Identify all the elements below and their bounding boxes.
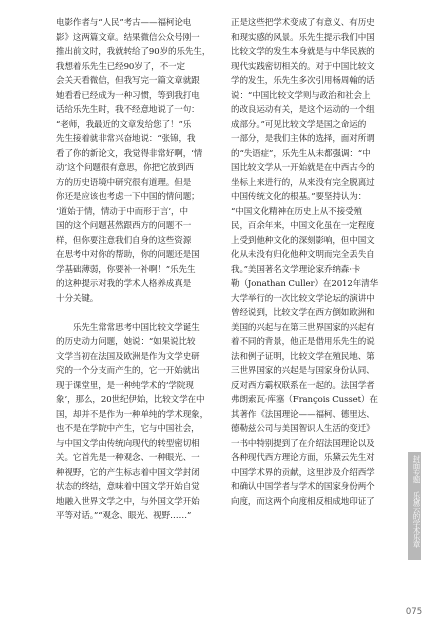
text-line: 成部分。”可见比较文学是国之命运的 (231, 119, 367, 130)
text-line: 推出前文时，我就转给了90岁的乐先生， (56, 47, 211, 57)
text-line: 大学举行的一次比较文学论坛的演讲中 (231, 293, 375, 304)
text-line: 的历史动力问题，她说：“如果说比较 (56, 337, 196, 347)
text-line: 我想着乐先生已经90岁了，不一定 (56, 61, 185, 72)
text-line: 关。它首先是一种观念、一种眼光、一 (56, 453, 200, 463)
text-line: 的“失语症”，乐先生从未都强调：“中 (231, 148, 371, 159)
text-line: 反对西方霸权联系在一起的。法国学者 (231, 380, 375, 391)
text-line: 十分关键。 (56, 293, 99, 304)
text-line: 电影作者与“人民”考古——福柯论电 (56, 18, 192, 28)
right-text-column (231, 16, 401, 509)
text-line: 现于课堂里，是一种纯学术的‘学院现 (56, 380, 194, 391)
text-line: 民，百余年来，中国文化虽在一定程度 (231, 221, 375, 231)
text-line: 中国学术界的贡献，这里涉及介绍西学 (231, 467, 375, 478)
text-line: 动’这个问题很有意思，你把它放到西 (56, 163, 194, 173)
text-line: 学的发生，乐先生多次引用杨周翰的话 (231, 76, 375, 86)
text-line: 说：“中国比较文学则与政治和社会上 (231, 90, 371, 101)
text-line: 种视野，它的产生标志着中国文学封闭 (56, 467, 200, 478)
text-line: 乐先生常常思考中国比较文学诞生 (56, 322, 200, 333)
text-line: 国比较文学从一开始就是在中西古今的 (231, 163, 375, 173)
text-line: 地融入世界文学之中，与外国文学开始 (56, 496, 200, 507)
text-line: 学基础薄弱，你要补一补啊！”乐先生 (56, 264, 196, 275)
text-line: ‘道始于情，情动于中而形于言’，中 (56, 206, 188, 217)
text-line: 坐标上来进行的，从来没有完全脱离过 (231, 177, 375, 188)
text-line: 看了你的新论文，我觉得非常好啊，‘情 (56, 148, 203, 159)
text-line: 会关天看微信，但我写完一篇文章就跟 (56, 76, 200, 86)
text-line: 也不是在学院中产生，它与中国社会， (56, 424, 200, 434)
text-line: 我。”美国著名文学理论家乔纳森·卡 (231, 264, 361, 275)
text-line: 现代实践密切相关的。对于中国比较文 (231, 61, 375, 72)
text-line: 平等对话。”“观念、眼光、视野……” (56, 511, 192, 521)
text-line: “中国文化精神在历史上从不接受殖 (231, 206, 362, 217)
text-line: 德勒兹公司与美国智识人生活的变迁》 (231, 424, 375, 434)
text-line: 话给乐先生时，我不经意地说了一句： (56, 105, 200, 115)
text-line: 和确认中国学者与学术的国家身份两个 (231, 482, 375, 492)
text-line: 的改良运动有关，是这个运动的一个组 (231, 105, 375, 115)
text-line: “老师，我最近的文章发给您了！”乐 (56, 119, 192, 130)
text-line: 究的一个分支而产生的，它一开始就出 (56, 366, 200, 376)
text-line: 法和例子证明，比较文学在殖民地、第 (231, 351, 375, 362)
text-line: 和现实感的风景。乐先生提示我们中国 (231, 32, 375, 43)
text-line: 与中国文学由传统向现代的转型密切相 (56, 438, 200, 449)
text-line: 影》这两篇文章。结果微信公众号刚一 (56, 32, 200, 43)
text-line: 一部分，是我们主体的选择，面对所谓 (231, 134, 375, 144)
text-line: 一书中特别提到了在介绍法国理论以及 (231, 438, 375, 449)
text-line: 她看看已经成为一种习惯，等到我打电 (56, 90, 200, 101)
text-line: 各种现代西方理论方面，乐黛云先生对 (231, 453, 375, 463)
text-line: 象’，那么，20世纪伊始，比较文学在中 (56, 395, 205, 405)
left-text-column (56, 16, 231, 524)
text-line: 其著作《法国理论——福柯、德里达、 (231, 409, 375, 420)
text-line: 先生接着就非常兴奋地说：“张锦，我 (56, 134, 196, 144)
text-line: 弗朗索瓦·库塞（François Cusset）在 (231, 395, 378, 405)
text-line: 上受到他种文化的深刻影响，但中国文 (231, 235, 375, 246)
text-line: 样，但你要注意我们自身的这些资源 (56, 235, 192, 246)
text-line: 美国的兴起与在第三世界国家的兴起有 (231, 322, 375, 333)
text-line: 向度，而这两个向度相反相成地印证了 (231, 496, 375, 507)
text-line: 国的这个问题甚然跟西方的问题不一 (56, 221, 192, 231)
text-line: 文学当初在法国及欧洲是作为文学史研 (56, 351, 200, 362)
text-line: 曾经说到，比较文学在西方倒如欧洲和 (231, 308, 375, 318)
text-line: 方的历史语境中研究很有道理。但是 (56, 177, 192, 188)
text-line: 中国传统文化的根基。”要坚持认为： (231, 192, 367, 202)
text-line: 比较文学的发生本身就是与中华民族的 (231, 47, 375, 57)
section-side-label: 封面专题 乐黛云的学术乐章 (412, 455, 421, 548)
text-line: 正是这些把学术变成了有意义、有历史 (231, 18, 375, 28)
text-line: 的这种提示对我的学术人格养成真是 (56, 279, 192, 289)
text-line: 在思考中对你的帮助，你的问题还是国 (56, 250, 200, 260)
text-line: 你还是应该也考虑一下中国的情问题； (56, 192, 200, 202)
text-line: 三世界国家的兴起是与国家身份认同、 (231, 366, 375, 376)
text-line (56, 306, 231, 321)
text-line: 着不同的背景，他正是借用乐先生的说 (231, 337, 375, 347)
text-line: 勒（Jonathan Culler）在2012年清华 (231, 279, 379, 289)
text-line: 状态的终结，意味着中国文学开始自觉 (56, 482, 200, 492)
page-number: 075 (405, 607, 423, 617)
text-line: 国，却并不是作为一种单纯的学术现象， (56, 409, 209, 420)
text-line: 化从未没有归化他种文明而完全丢失自 (231, 250, 375, 260)
